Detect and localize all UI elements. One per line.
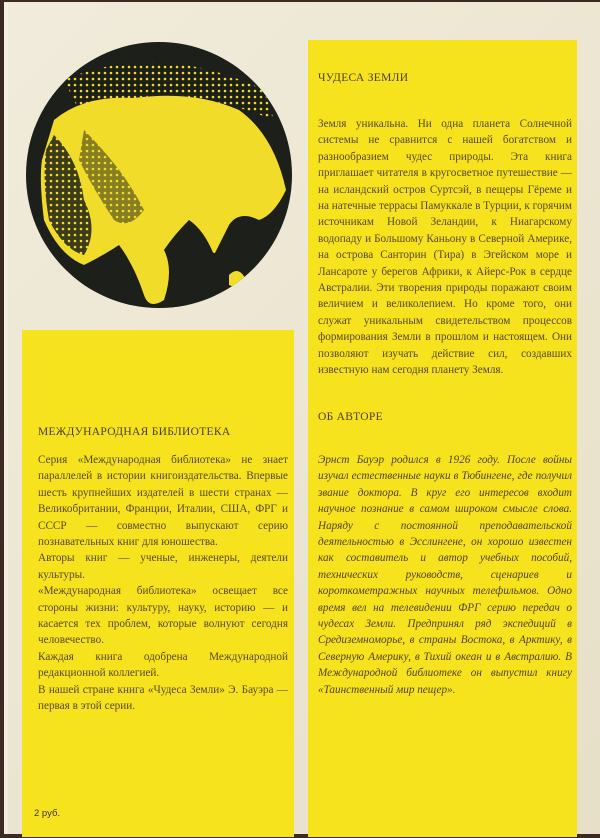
globe-icon <box>24 40 294 310</box>
author-bio: Эрнст Бауэр родился в 1926 году. После войны изучал естественные науки в Тюбингене, где получил звание доктора. В круг его интересов входит научное познание в самом широком смысле слова. Наряду с постоянной преподавательской деятельностью в Эсслингене, он хорошо известен как составитель и автор учебных пособий, технических руководств, сценариев и короткометражных научных телефильмов. Одно время вел на телевидении ФРГ серию передач о чудесах Земли. Предпринял ряд экспедиций в Средиземноморье, в страны Востока, в Арктику, в Северную Америку, в Тихий океан и в Австралию. В Международной библиотеке он выпустил книгу «Таинственный мир пещер». <box>318 454 572 696</box>
library-paragraph: Авторы книг — ученые, инженеры, деятели культуры. <box>38 552 288 581</box>
library-paragraph: В нашей стране книга «Чудеса Земли» Э. Бауэра — первая в этой серии. <box>38 683 288 713</box>
wonders-title: ЧУДЕСА ЗЕМЛИ <box>318 72 409 84</box>
author-title: ОБ АВТОРЕ <box>318 411 383 423</box>
book-back-cover <box>4 2 600 834</box>
spine-edge <box>4 2 8 834</box>
wonders-description: Земля уникальна. Ни одна планета Солнечной системы не сравнится с нашей богатством и разнообразием чудес природы. Эта книга приглашает читателя в кругосветное путешествие — на исландский остров Суртсэй, в пещеры Гёреме и на натечные террасы Памуккале в Турции, к горячим источникам Новой Зеландии, к Ниагарскому водопаду и Большому Каньону в Северной Америке, на острова Санторин (Тира) в Эгейском море и Лансароте у берегов Африки, к Айерс-Рок в сердце Австралии. Эти творения природы поражают своим величием и великолепием. Но кроме того, они служат уникальным свидетельством процессов формирования Земли в прошлом и настоящем. Они позволяют изучать действие сил, создавших известную нам сегодня планету Земля. <box>318 118 572 377</box>
library-paragraph: Серия «Международная библиотека» не знает параллелей в истории книгоиздательства. Впервые шесть крупнейших издателей в шести странах — Великобритании, Франции, Италии, США, ФРГ и СССР — совместно выпускают серию познавательных книг для юношества. <box>38 454 288 549</box>
wonders-panel <box>308 40 577 837</box>
library-description <box>38 452 288 715</box>
library-panel <box>22 330 294 837</box>
library-paragraph: Каждая книга одобрена Международной редакционной коллегией. <box>38 650 288 680</box>
library-paragraph: «Международная библиотека» освещает все стороны жизни: культуру, науку, историю — и касается тех проблем, которые волнуют сегодня человечество. <box>38 585 288 647</box>
library-title: МЕЖДУНАРОДНАЯ БИБЛИОТЕКА <box>38 426 231 438</box>
price-label: 2 руб. <box>34 808 61 819</box>
